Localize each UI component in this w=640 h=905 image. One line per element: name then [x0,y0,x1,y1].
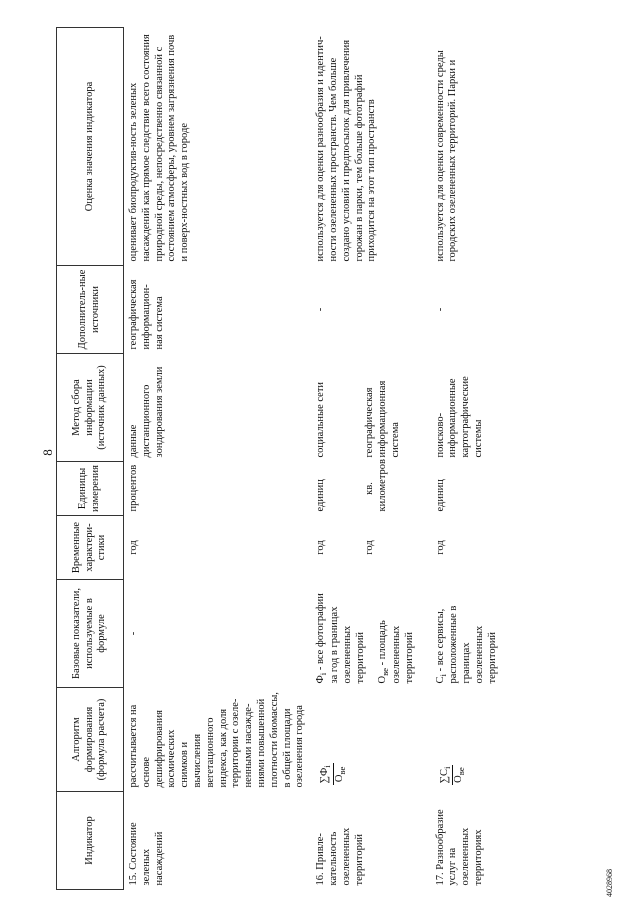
cell-extra: - [315,307,327,312]
cell-units: единиц [434,479,446,512]
cell-units: единиц кв. километров [315,459,388,512]
cell-temporal: год год [315,540,375,555]
document-id: 4028968 [605,869,614,897]
cell-indicator: 17. Разнообразие услуг на озелененных территориях [434,809,485,886]
formula-fraction: $\sum Ф_i$ $О_{ве}$ [319,765,348,784]
cell-method: поисково-информационные картографические системы [434,376,485,458]
cell-base: $С_i$ - все сервисы, расположенные в границах озелененных территорий [434,605,498,684]
header-algorithm: Алгоритм формирования (формула расчета) [57,688,124,792]
cell-base [311,580,431,688]
table-row [124,28,312,890]
cell-units: процентов [128,464,139,512]
cell-algorithm [311,688,431,792]
base-item: $О_{ве}$ - площадь озелененных территорий [377,620,415,684]
table-row [311,28,431,890]
header-method: Метод сбора информации (источник данных) [57,354,124,462]
cell-extra: - [434,307,446,312]
header-units: Единицы измерения [57,462,124,516]
cell-indicator: 16. Привле-кательность озелененных территорий [315,827,365,886]
base-item: $Ф_i$ - все фотографии за год в границах озелененных территорий [315,593,366,684]
cell-indicator: 15. Состояние зеленых насаждений [128,822,165,886]
table-row [431,28,504,890]
page-number: 8 [40,449,55,456]
cell-assessment: используется для оценки разнообразия и идентич-ности озелененных пространств. Чем больше создано условий и предпосылок для привлечения горожан в парки, тем больше фотографий приходится на этот тип пространств [315,36,378,262]
cell-algorithm [431,688,504,792]
cell-method: социальные сети географическая информационная система [315,380,401,458]
cell-assessment: используется для оценки современности среды городских озелененных территорий. Парки и [434,50,459,262]
cell-method: данные дистанционного зондирования земли [128,366,165,458]
cell-temporal: год [434,540,446,555]
header-base: Базовые показатели, используемые в формуле [57,580,124,688]
header-extra: Дополнитель-ные источники [57,266,124,354]
header-assessment: Оценка значения индикатора [57,28,124,266]
header-temporal: Временные характери-стики [57,516,124,580]
table-header-row [57,28,124,890]
formula-fraction: $\sum С_i$ $О_{ве}$ [438,766,467,784]
cell-algorithm: рассчитывается на основе дешифрирования космических снимков и вычисления вегетационного индекса, как доля территории с озеле-ненными насажде-ниями повышенной плотности биомассы, в общей площади озеленения города [128,692,306,788]
indicator-table [56,27,504,890]
header-indicator: Индикатор [57,792,124,890]
cell-temporal: год [128,540,139,555]
cell-base: - [128,631,139,636]
cell-assessment: оценивает биопродуктив-ность зеленых насаждений как прямое следствие всего состояния природной среды, непосредственно связанной с состоянием атмосферы, уровнем загрязнения почв и поверх-ностных вод в городе [128,34,191,262]
cell-extra: географическая информацион-ная система [128,279,165,350]
